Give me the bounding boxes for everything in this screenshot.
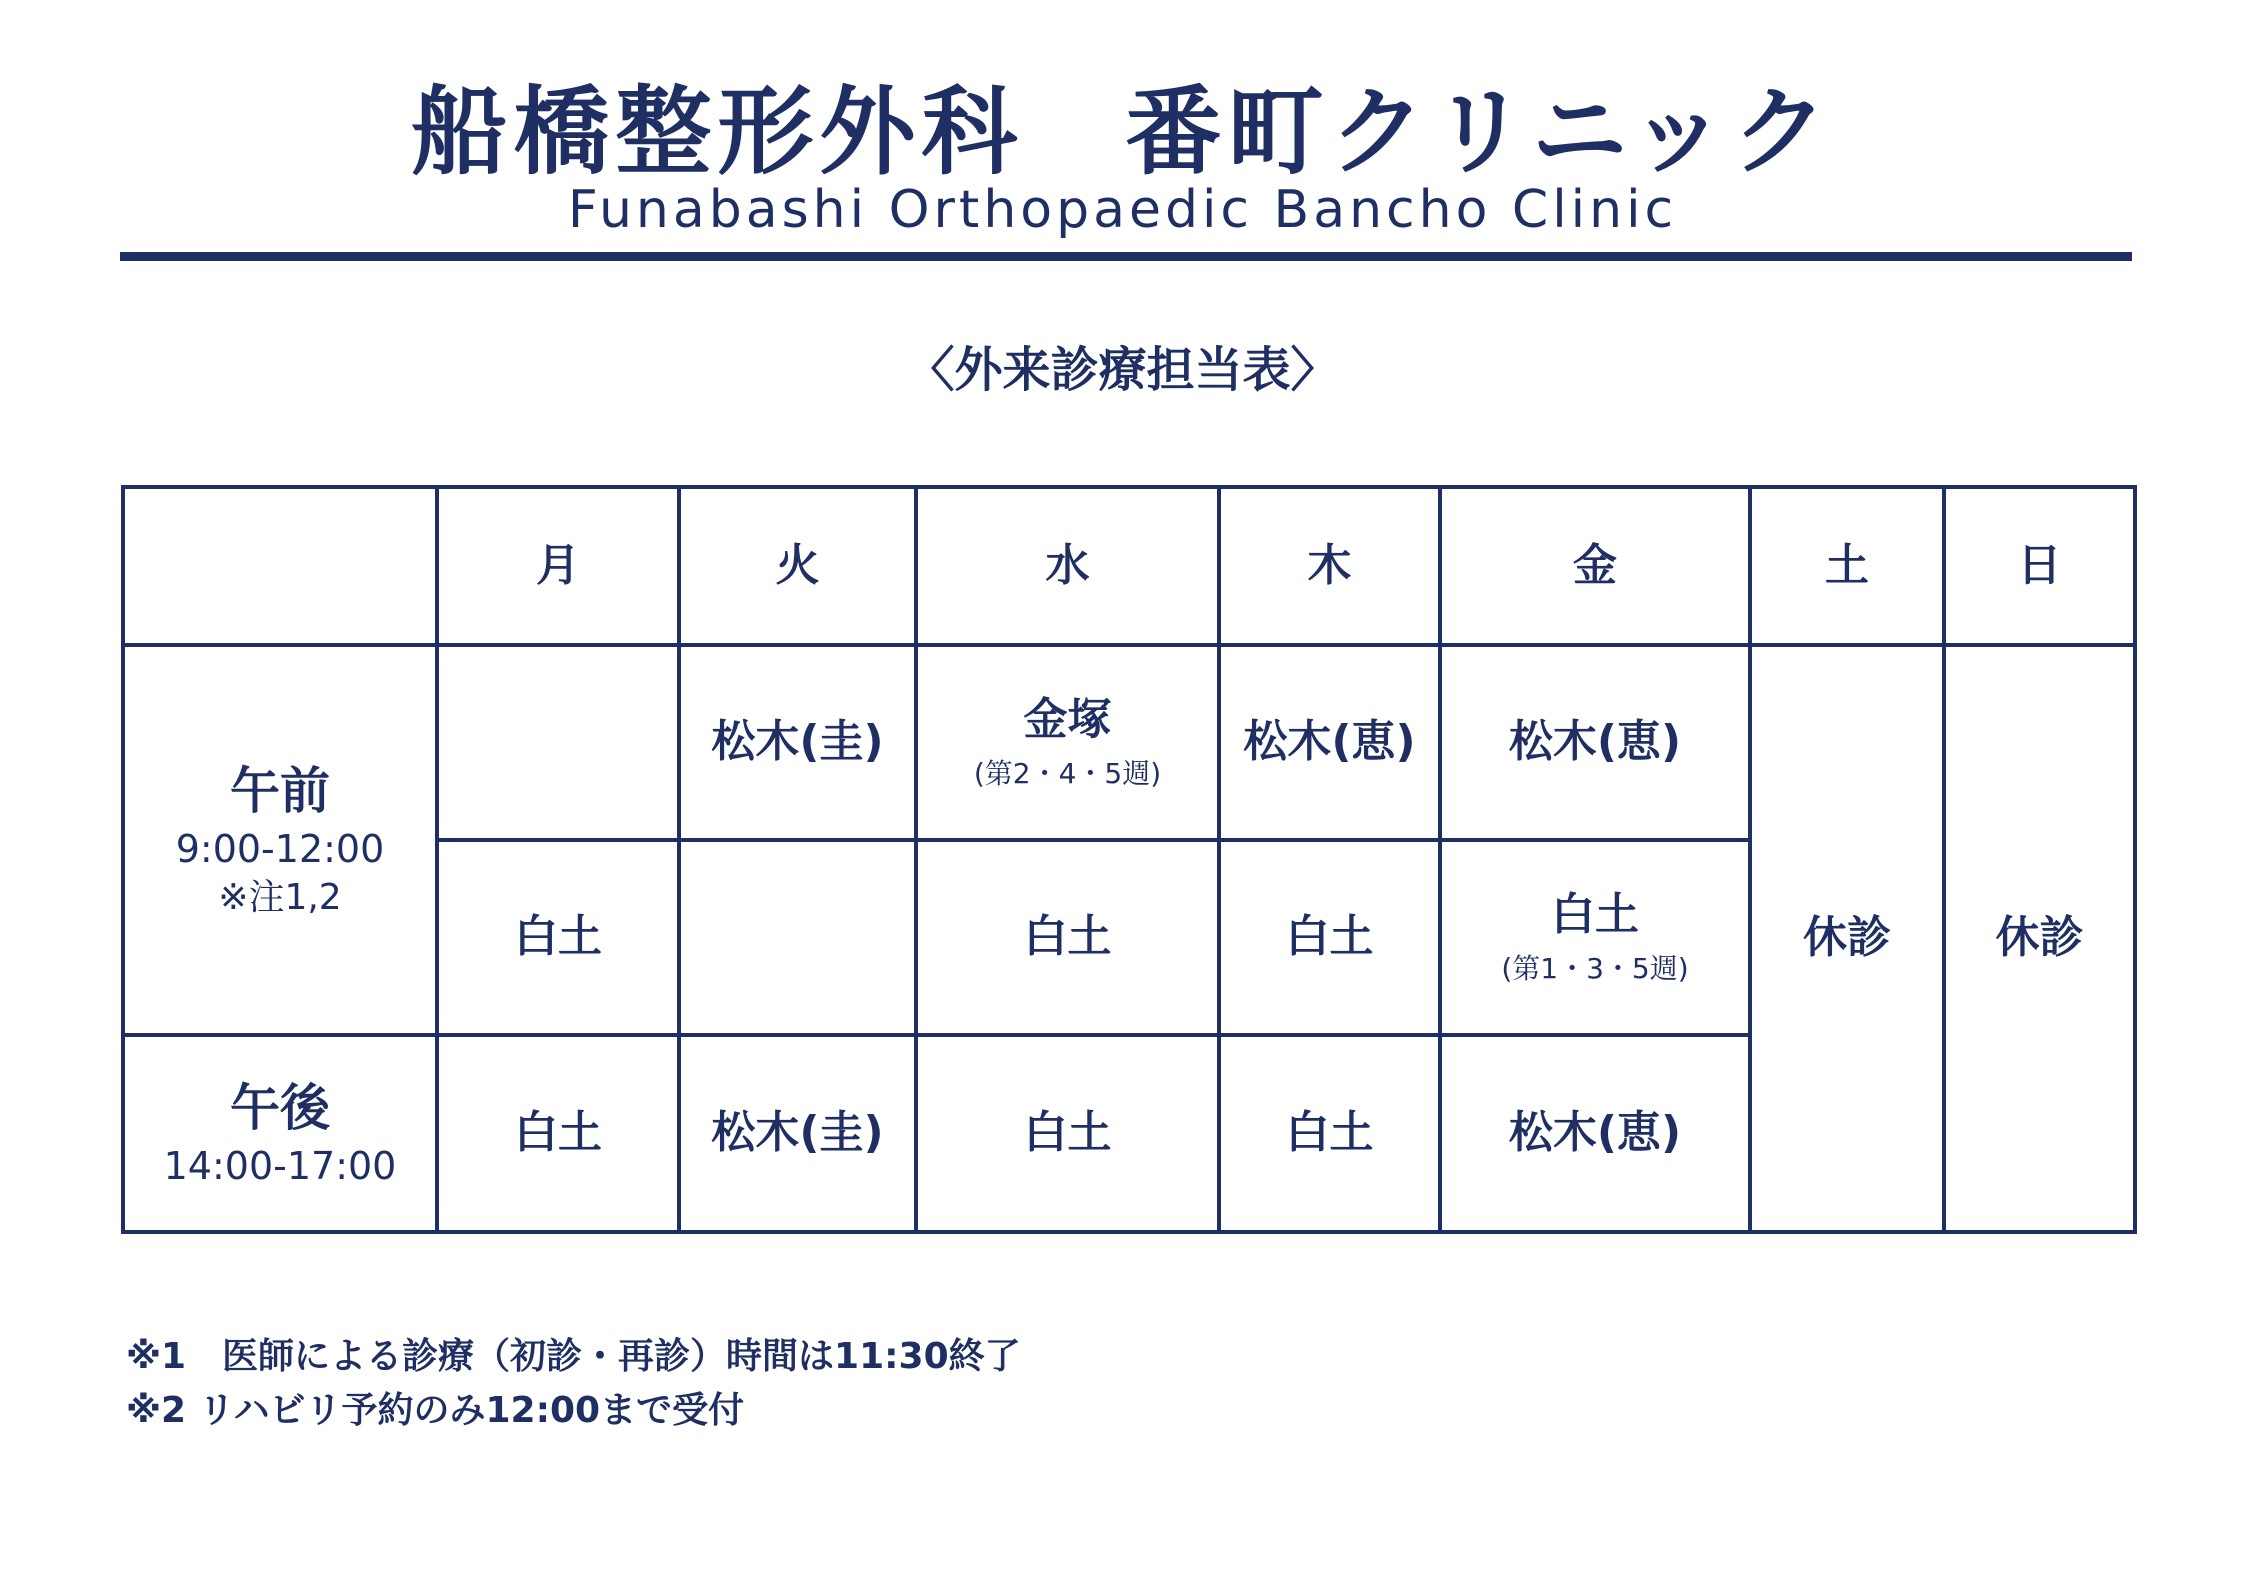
- day-header-mon: 月: [437, 487, 679, 645]
- afternoon-label-cell: [123, 1035, 437, 1232]
- sun-closed: 休診: [1944, 645, 2135, 1232]
- clinic-name-english: Funabashi Orthopaedic Bancho Clinic: [567, 180, 1678, 240]
- day-header-fri: 金: [1440, 487, 1750, 645]
- morning1-wed-weeks: (第2・4・5週): [973, 757, 1162, 791]
- morning-label-cell: [123, 645, 437, 1035]
- header-divider: [120, 252, 2132, 261]
- morning2-thu: 白土: [1219, 840, 1440, 1035]
- morning2-fri-weeks: (第1・3・5週): [1501, 952, 1689, 986]
- morning2-tue: [679, 840, 916, 1035]
- morning2-fri: [1440, 840, 1750, 1035]
- morning1-tue: 松木(圭): [679, 645, 916, 840]
- morning1-wed: [916, 645, 1219, 840]
- day-header-thu: 木: [1219, 487, 1440, 645]
- footnotes: [126, 1330, 1021, 1438]
- morning2-wed: 白土: [916, 840, 1219, 1035]
- morning-row-1: [123, 645, 2135, 840]
- morning2-fri-doctor: 白土: [1551, 889, 1639, 941]
- schedule-table: [121, 485, 2137, 1234]
- day-header-tue: 火: [679, 487, 916, 645]
- morning1-mon: [437, 645, 679, 840]
- day-header-row: [123, 487, 2135, 645]
- sat-closed: 休診: [1750, 645, 1944, 1232]
- afternoon-time: 14:00-17:00: [163, 1143, 397, 1188]
- day-header-sat: 土: [1750, 487, 1944, 645]
- schedule-title: 〈外来診療担当表〉: [906, 342, 1339, 398]
- morning1-fri: 松木(恵): [1440, 645, 1750, 840]
- day-header-wed: 水: [916, 487, 1219, 645]
- morning2-mon: 白土: [437, 840, 679, 1035]
- morning-time: 9:00-12:00: [175, 826, 385, 871]
- afternoon-wed: 白土: [916, 1035, 1219, 1232]
- morning1-thu: 松木(恵): [1219, 645, 1440, 840]
- morning1-wed-doctor: 金塚: [1023, 694, 1112, 746]
- afternoon-fri: 松木(恵): [1440, 1035, 1750, 1232]
- day-header-sun: 日: [1944, 487, 2135, 645]
- footnote-1: ※1 医師による診療（初診・再診）時間は11:30終了: [126, 1336, 1021, 1377]
- corner-cell: [123, 487, 437, 645]
- afternoon-mon: 白土: [437, 1035, 679, 1232]
- footnote-2: ※2 リハビリ予約のみ12:00まで受付: [126, 1390, 745, 1431]
- morning-note: ※注1,2: [218, 877, 342, 919]
- morning-label: 午前: [230, 761, 330, 820]
- afternoon-thu: 白土: [1219, 1035, 1440, 1232]
- clinic-name-japanese: 船橋整形外科 番町クリニック: [411, 76, 1834, 188]
- afternoon-tue: 松木(圭): [679, 1035, 916, 1232]
- afternoon-label: 午後: [230, 1078, 330, 1137]
